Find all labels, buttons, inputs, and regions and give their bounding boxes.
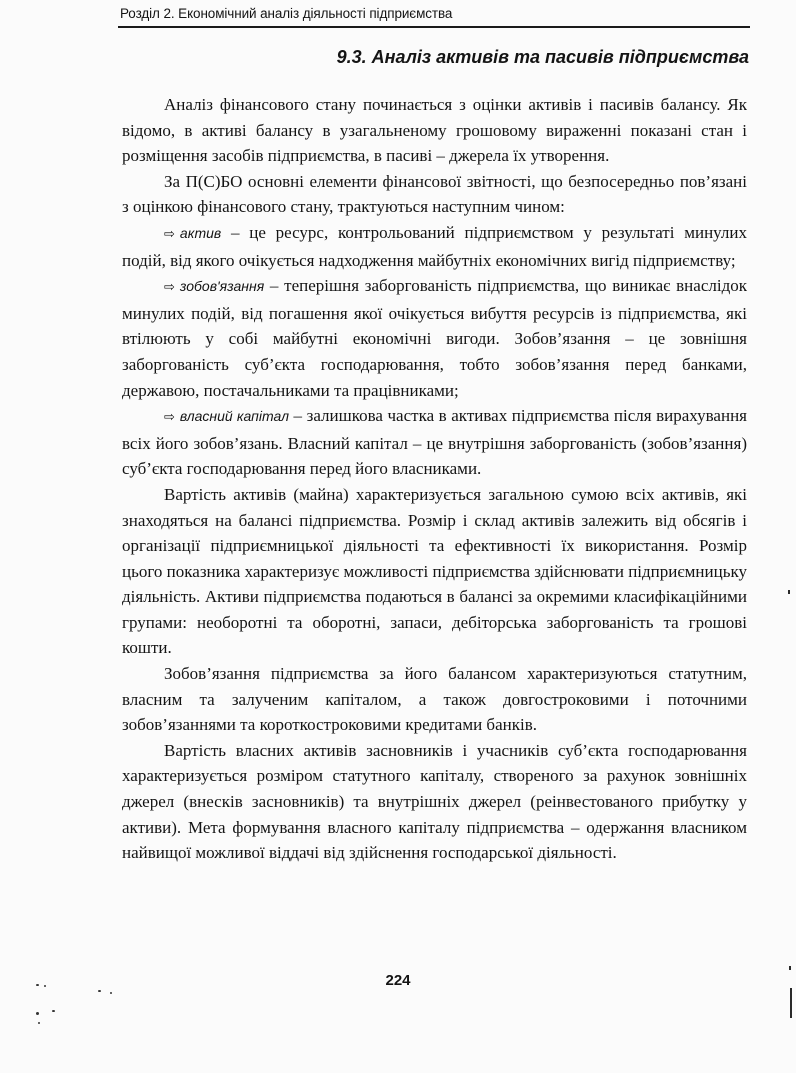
definition-term: власний капітал — [179, 408, 289, 425]
scan-edge-mark — [790, 988, 792, 1018]
section-title: 9.3. Аналіз активів та пасивів підприємства — [336, 47, 749, 67]
definition-term: актив — [179, 224, 222, 241]
running-header: Розділ 2. Економічний аналіз діяльності підприємства — [120, 6, 453, 21]
header-rule — [118, 26, 750, 28]
hollow-right-arrow-icon: ⇨ — [164, 226, 175, 242]
definition-asset — [122, 220, 747, 273]
scan-speck — [98, 990, 101, 992]
definition-liability — [122, 273, 747, 403]
paragraph-definitions-lead: За П(С)БО основні елементи фінансової звітності, що безпосередньо пов’язані з оцінкою фінансового стану, трактуються наступним чином: — [122, 171, 747, 217]
scan-speck — [52, 1010, 55, 1012]
definition-term: зобов'язання — [179, 278, 265, 295]
page-number: 224 — [385, 972, 411, 989]
scan-speck — [38, 1022, 40, 1024]
definition-text: – це ресурс, контрольований підприємством у результаті минулих подій, від якого очікується надходження майбутніх економічних вигід підприємству; — [122, 222, 747, 270]
scan-speck — [44, 985, 46, 987]
definition-equity — [122, 403, 747, 482]
hollow-right-arrow-icon: ⇨ — [164, 410, 175, 426]
scan-edge-mark — [789, 966, 791, 970]
definition-text: – залишкова частка в активах підприємства після вирахування всіх його зобов’язань. Власний капітал – це внутрішня заборгованість (зобов’язання) суб’єкта господарювання перед його власниками. — [122, 406, 747, 479]
scan-speck — [36, 984, 39, 986]
scan-speck — [36, 1012, 39, 1015]
scan-speck — [110, 992, 112, 994]
paragraph-intro: Аналіз фінансового стану починається з оцінки активів і пасивів балансу. Як відомо, в активі балансу в узагальненому грошовому вираженні показані стан і розміщення засобів підприємства, в пасиві – джерела їх утворення. — [122, 95, 747, 166]
paragraph-equity-value: Вартість власних активів засновників і учасників суб’єкта господарювання характеризується розміром статутного капіталу, створеного за рахунок зовнішніх джерел (внесків засновників) та внутрішніх джерел (реінвестованого прибутку у активи). Мета формування власного капіталу підприємства – одержання власником найвищої можливої віддачі від здійснення господарської діяльності. — [122, 740, 747, 863]
definition-text: – теперішня заборгованість підприємства, що виникає внаслідок минулих подій, від погашення якої очікується вибуття ресурсів із підприємства, які втілюють у собі майбутні економічні вигоди. Зобов’язання – це зовнішня заборгованість суб’єкта господарювання, тобто зобов’язання перед банками, державою, постачальниками та працівниками; — [122, 276, 747, 400]
body-text — [122, 92, 747, 866]
hollow-right-arrow-icon: ⇨ — [164, 280, 175, 296]
scan-edge-mark — [788, 590, 790, 594]
paragraph-assets-value: Вартість активів (майна) характеризується загальною сумою всіх активів, які знаходяться на балансі підприємства. Розмір і склад активів залежить від обсягів і організації підприємницької діяльності та ефективності їх використання. Розмір цього показника характеризує можливості підприємства здійснювати підприємницьку діяльність. Активи підприємства подаються в балансі за окремими класифікаційними групами: необоротні та оборотні, запаси, дебіторська заборгованість та грошові кошти. — [122, 484, 747, 658]
paragraph-liabilities: Зобов’язання підприємства за його балансом характеризуються статутним, власним та залученим капіталом, а також довгостроковими і поточними зобов’язаннями та короткостроковими кредитами банків. — [122, 664, 747, 735]
